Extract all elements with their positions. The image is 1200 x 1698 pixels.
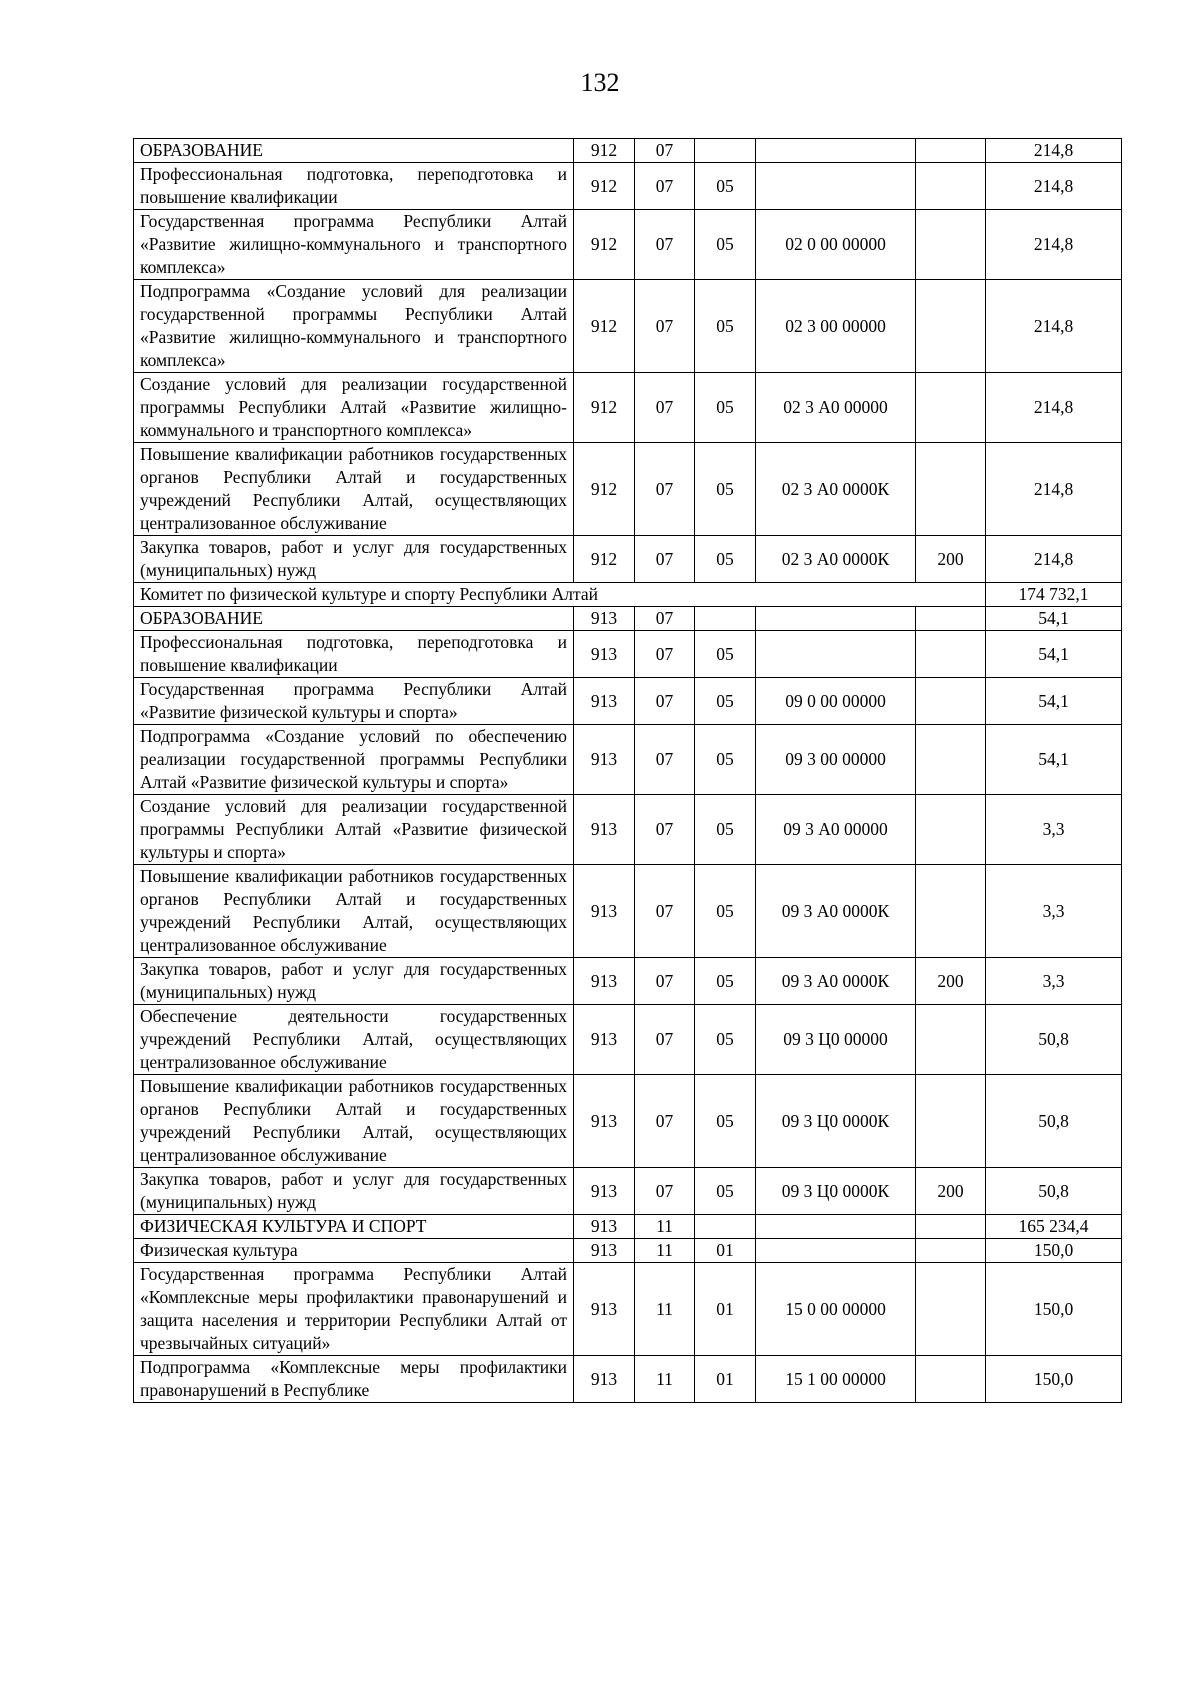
cell-department-name: Комитет по физической культуре и спорту Республики Алтай <box>134 583 986 607</box>
cell-admin-code: 913 <box>574 631 635 678</box>
cell-expense-type <box>916 631 986 678</box>
cell-expense-type <box>916 280 986 373</box>
cell-admin-code: 912 <box>574 210 635 280</box>
cell-expense-type: 200 <box>916 958 986 1005</box>
cell-name: Профессиональная подготовка, переподготовка и повышение квалификации <box>134 631 574 678</box>
cell-amount: 165 234,4 <box>986 1215 1122 1239</box>
cell-amount: 54,1 <box>986 631 1122 678</box>
cell-subsection: 05 <box>695 1005 756 1075</box>
cell-admin-code: 912 <box>574 536 635 583</box>
table-row <box>134 1215 1122 1239</box>
cell-expense-type <box>916 1215 986 1239</box>
table-row <box>134 443 1122 536</box>
cell-section: 11 <box>635 1215 695 1239</box>
cell-name: Создание условий для реализации государственной программы Республики Алтай «Развитие жилищно-коммунального и транспортного комплекса» <box>134 373 574 443</box>
cell-amount: 3,3 <box>986 865 1122 958</box>
cell-target-article: 09 3 А0 0000К <box>756 958 916 1005</box>
cell-section: 07 <box>635 607 695 631</box>
table-row <box>134 280 1122 373</box>
table-row <box>134 163 1122 210</box>
cell-section: 07 <box>635 1075 695 1168</box>
cell-admin-code: 913 <box>574 1215 635 1239</box>
cell-name: Подпрограмма «Комплексные меры профилактики правонарушений в Республике <box>134 1356 574 1403</box>
cell-amount: 54,1 <box>986 678 1122 725</box>
cell-expense-type <box>916 210 986 280</box>
cell-subsection: 05 <box>695 631 756 678</box>
cell-amount: 150,0 <box>986 1356 1122 1403</box>
cell-amount: 214,8 <box>986 139 1122 163</box>
cell-amount: 50,8 <box>986 1005 1122 1075</box>
cell-expense-type <box>916 163 986 210</box>
cell-admin-code: 912 <box>574 163 635 210</box>
cell-admin-code: 913 <box>574 1356 635 1403</box>
cell-expense-type <box>916 139 986 163</box>
cell-expense-type <box>916 1263 986 1356</box>
table-row <box>134 725 1122 795</box>
table-row <box>134 865 1122 958</box>
cell-section: 07 <box>635 536 695 583</box>
table-row <box>134 795 1122 865</box>
cell-target-article <box>756 163 916 210</box>
table-row <box>134 678 1122 725</box>
cell-subsection: 05 <box>695 795 756 865</box>
cell-section: 07 <box>635 139 695 163</box>
cell-admin-code: 913 <box>574 1263 635 1356</box>
cell-admin-code: 913 <box>574 795 635 865</box>
cell-name: Физическая культура <box>134 1239 574 1263</box>
cell-amount: 174 732,1 <box>986 583 1122 607</box>
cell-expense-type: 200 <box>916 536 986 583</box>
cell-expense-type <box>916 865 986 958</box>
cell-name: Государственная программа Республики Алтай «Развитие физической культуры и спорта» <box>134 678 574 725</box>
cell-expense-type <box>916 1356 986 1403</box>
cell-admin-code: 912 <box>574 280 635 373</box>
table-row <box>134 1356 1122 1403</box>
cell-name: Закупка товаров, работ и услуг для государственных (муниципальных) нужд <box>134 1168 574 1215</box>
cell-admin-code: 913 <box>574 725 635 795</box>
cell-amount: 150,0 <box>986 1263 1122 1356</box>
cell-amount: 214,8 <box>986 163 1122 210</box>
cell-admin-code: 913 <box>574 958 635 1005</box>
cell-expense-type <box>916 725 986 795</box>
cell-expense-type <box>916 678 986 725</box>
cell-name: Закупка товаров, работ и услуг для государственных (муниципальных) нужд <box>134 536 574 583</box>
cell-expense-type <box>916 443 986 536</box>
cell-name: Повышение квалификации работников государственных органов Республики Алтай и государственных учреждений Республики Алтай, осуществляющих централизованное обслуживание <box>134 1075 574 1168</box>
cell-target-article <box>756 607 916 631</box>
cell-target-article: 15 1 00 00000 <box>756 1356 916 1403</box>
cell-expense-type <box>916 1005 986 1075</box>
cell-subsection: 05 <box>695 725 756 795</box>
cell-admin-code: 913 <box>574 607 635 631</box>
cell-name: Подпрограмма «Создание условий для реализации государственной программы Республики Алтай «Развитие жилищно-коммунального и транспортного комплекса» <box>134 280 574 373</box>
cell-expense-type <box>916 373 986 443</box>
cell-section: 07 <box>635 373 695 443</box>
cell-target-article: 09 3 Ц0 0000К <box>756 1168 916 1215</box>
cell-section: 07 <box>635 725 695 795</box>
cell-subsection: 05 <box>695 1075 756 1168</box>
cell-subsection: 05 <box>695 1168 756 1215</box>
cell-subsection: 01 <box>695 1356 756 1403</box>
table-row <box>134 607 1122 631</box>
cell-section: 07 <box>635 795 695 865</box>
cell-expense-type <box>916 607 986 631</box>
table-row <box>134 631 1122 678</box>
cell-subsection: 05 <box>695 443 756 536</box>
page-number: 132 <box>580 68 620 97</box>
cell-section: 07 <box>635 631 695 678</box>
cell-section: 07 <box>635 1005 695 1075</box>
cell-amount: 50,8 <box>986 1075 1122 1168</box>
cell-expense-type <box>916 1239 986 1263</box>
cell-subsection: 01 <box>695 1263 756 1356</box>
table-row <box>134 583 1122 607</box>
cell-target-article: 02 3 А0 0000К <box>756 443 916 536</box>
table-row <box>134 210 1122 280</box>
cell-expense-type: 200 <box>916 1168 986 1215</box>
cell-amount: 214,8 <box>986 280 1122 373</box>
cell-target-article: 09 3 Ц0 0000К <box>756 1075 916 1168</box>
cell-name: Государственная программа Республики Алтай «Развитие жилищно-коммунального и транспортного комплекса» <box>134 210 574 280</box>
table-row <box>134 1239 1122 1263</box>
cell-name: Обеспечение деятельности государственных учреждений Республики Алтай, осуществляющих централизованное обслуживание <box>134 1005 574 1075</box>
cell-subsection <box>695 607 756 631</box>
cell-name: Профессиональная подготовка, переподготовка и повышение квалификации <box>134 163 574 210</box>
cell-subsection: 05 <box>695 678 756 725</box>
cell-subsection <box>695 139 756 163</box>
table-row <box>134 1005 1122 1075</box>
cell-amount: 3,3 <box>986 958 1122 1005</box>
cell-admin-code: 912 <box>574 139 635 163</box>
cell-admin-code: 912 <box>574 373 635 443</box>
cell-subsection <box>695 1215 756 1239</box>
cell-subsection: 05 <box>695 163 756 210</box>
cell-target-article: 02 3 А0 0000К <box>756 536 916 583</box>
table-row <box>134 1168 1122 1215</box>
cell-name: ОБРАЗОВАНИЕ <box>134 139 574 163</box>
cell-name: Создание условий для реализации государственной программы Республики Алтай «Развитие физической культуры и спорта» <box>134 795 574 865</box>
cell-section: 07 <box>635 958 695 1005</box>
cell-amount: 214,8 <box>986 443 1122 536</box>
cell-section: 11 <box>635 1356 695 1403</box>
cell-admin-code: 913 <box>574 1075 635 1168</box>
cell-target-article: 02 0 00 00000 <box>756 210 916 280</box>
cell-subsection: 05 <box>695 536 756 583</box>
cell-expense-type <box>916 795 986 865</box>
cell-name: Повышение квалификации работников государственных органов Республики Алтай и государственных учреждений Республики Алтай, осуществляющих централизованное обслуживание <box>134 443 574 536</box>
cell-target-article: 09 3 А0 0000К <box>756 865 916 958</box>
cell-subsection: 05 <box>695 373 756 443</box>
cell-name: Закупка товаров, работ и услуг для государственных (муниципальных) нужд <box>134 958 574 1005</box>
cell-amount: 3,3 <box>986 795 1122 865</box>
cell-target-article <box>756 1239 916 1263</box>
cell-target-article: 02 3 00 00000 <box>756 280 916 373</box>
cell-expense-type <box>916 1075 986 1168</box>
budget-table-body <box>134 139 1122 1403</box>
cell-amount: 214,8 <box>986 536 1122 583</box>
cell-name: Повышение квалификации работников государственных органов Республики Алтай и государственных учреждений Республики Алтай, осуществляющих централизованное обслуживание <box>134 865 574 958</box>
cell-target-article: 09 0 00 00000 <box>756 678 916 725</box>
table-row <box>134 958 1122 1005</box>
cell-target-article: 09 3 00 00000 <box>756 725 916 795</box>
cell-name: ФИЗИЧЕСКАЯ КУЛЬТУРА И СПОРТ <box>134 1215 574 1239</box>
table-row <box>134 139 1122 163</box>
cell-admin-code: 913 <box>574 1168 635 1215</box>
budget-table <box>133 138 1122 1403</box>
table-row <box>134 373 1122 443</box>
cell-section: 07 <box>635 210 695 280</box>
cell-amount: 50,8 <box>986 1168 1122 1215</box>
cell-amount: 54,1 <box>986 607 1122 631</box>
cell-target-article <box>756 139 916 163</box>
table-row <box>134 1263 1122 1356</box>
cell-target-article: 15 0 00 00000 <box>756 1263 916 1356</box>
cell-section: 07 <box>635 443 695 536</box>
cell-subsection: 05 <box>695 865 756 958</box>
cell-target-article: 09 3 Ц0 00000 <box>756 1005 916 1075</box>
cell-subsection: 05 <box>695 958 756 1005</box>
cell-name: Государственная программа Республики Алтай «Комплексные меры профилактики правонарушений и защита населения и территории Республики Алтай от чрезвычайных ситуаций» <box>134 1263 574 1356</box>
cell-amount: 54,1 <box>986 725 1122 795</box>
cell-admin-code: 913 <box>574 865 635 958</box>
cell-section: 11 <box>635 1239 695 1263</box>
cell-admin-code: 912 <box>574 443 635 536</box>
cell-section: 07 <box>635 163 695 210</box>
cell-target-article: 02 3 А0 00000 <box>756 373 916 443</box>
cell-target-article <box>756 1215 916 1239</box>
cell-subsection: 05 <box>695 210 756 280</box>
cell-section: 07 <box>635 1168 695 1215</box>
cell-section: 07 <box>635 865 695 958</box>
cell-section: 11 <box>635 1263 695 1356</box>
cell-admin-code: 913 <box>574 1239 635 1263</box>
cell-section: 07 <box>635 280 695 373</box>
cell-target-article: 09 3 А0 00000 <box>756 795 916 865</box>
cell-amount: 214,8 <box>986 373 1122 443</box>
table-row <box>134 536 1122 583</box>
cell-name: Подпрограмма «Создание условий по обеспечению реализации государственной программы Республики Алтай «Развитие физической культуры и спорта» <box>134 725 574 795</box>
cell-admin-code: 913 <box>574 678 635 725</box>
table-row <box>134 1075 1122 1168</box>
cell-amount: 150,0 <box>986 1239 1122 1263</box>
cell-admin-code: 913 <box>574 1005 635 1075</box>
cell-amount: 214,8 <box>986 210 1122 280</box>
cell-name: ОБРАЗОВАНИЕ <box>134 607 574 631</box>
cell-subsection: 05 <box>695 280 756 373</box>
cell-section: 07 <box>635 678 695 725</box>
cell-target-article <box>756 631 916 678</box>
cell-subsection: 01 <box>695 1239 756 1263</box>
